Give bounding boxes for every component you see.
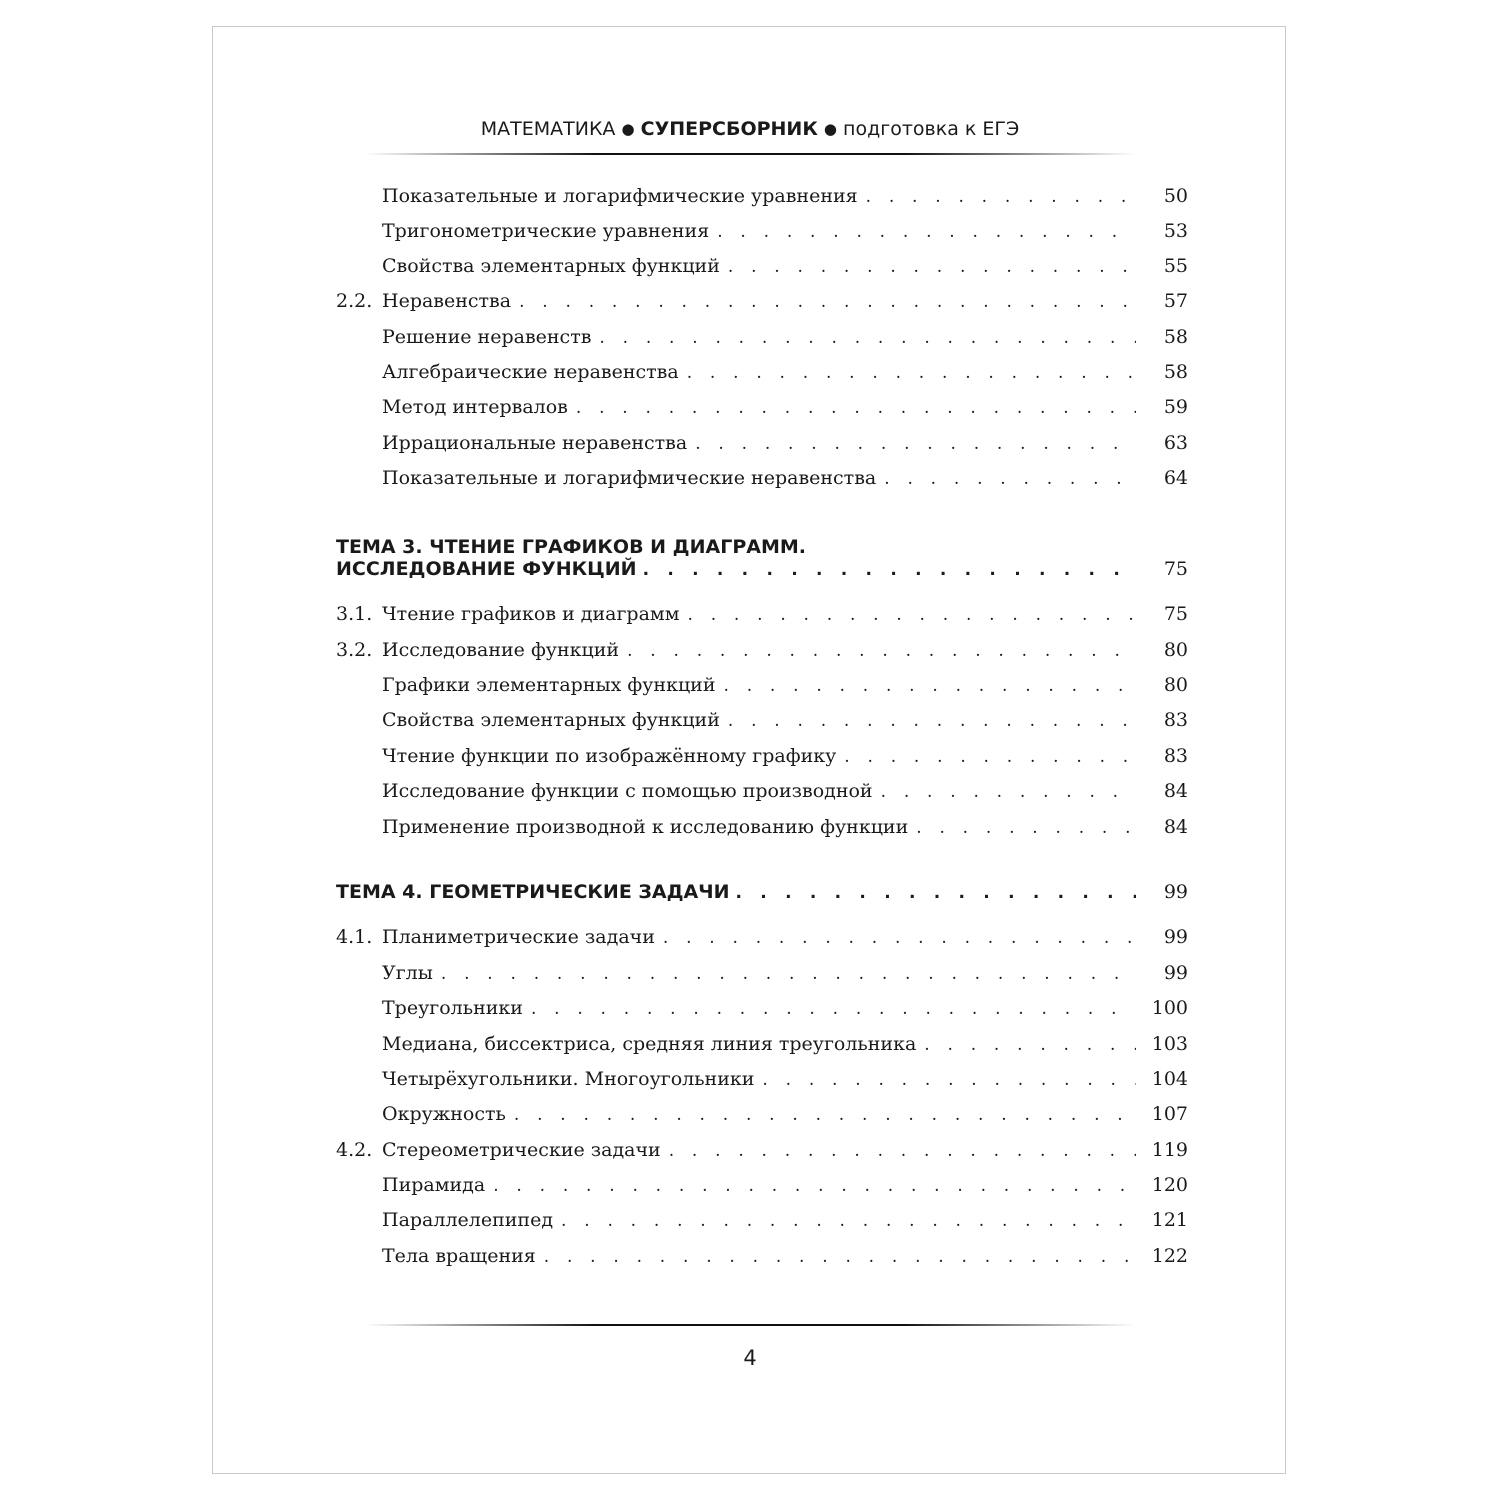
- toc-dot-leader: [724, 676, 1136, 696]
- toc-dot-leader: [687, 605, 1136, 625]
- header-tagline: подготовка к ЕГЭ: [843, 118, 1020, 140]
- toc-entry-title: Стереометрические задачи: [382, 1139, 661, 1161]
- toc-entry-page: 104: [1151, 1068, 1188, 1090]
- topic-3-heading-line1: ТЕМА 3. ЧТЕНИЕ ГРАФИКОВ И ДИАГРАММ.: [336, 536, 806, 558]
- toc-entry-page: 83: [1163, 745, 1188, 767]
- toc-entry-number: 2.2.: [336, 290, 373, 312]
- toc-entry-page: 80: [1163, 639, 1188, 661]
- toc-entry-page: 59: [1163, 396, 1188, 418]
- toc-entry-title: Пирамида: [382, 1174, 486, 1196]
- toc-section-entry[interactable]: [336, 603, 1188, 633]
- toc-dot-leader: [881, 782, 1136, 802]
- header-series: СУПЕРСБОРНИК: [640, 118, 818, 140]
- toc-entry-title: Решение неравенств: [382, 326, 592, 348]
- toc-entry-title: Медиана, биссектриса, средняя линия треугольника: [382, 1033, 917, 1055]
- toc-entry-title: Чтение функции по изображённому графику: [382, 745, 837, 767]
- toc-entry-page: 99: [1163, 881, 1188, 903]
- toc-dot-leader: [695, 434, 1136, 454]
- toc-entry-title: Метод интервалов: [382, 396, 568, 418]
- toc-entry[interactable]: [336, 745, 1188, 775]
- toc-dot-leader: [599, 328, 1136, 348]
- toc-entry-title: Исследование функций: [382, 639, 620, 661]
- toc-entry[interactable]: [336, 432, 1188, 462]
- toc-entry-title: Тела вращения: [382, 1245, 536, 1267]
- toc-entry-title: Окружность: [382, 1103, 506, 1125]
- toc-entry-page: 64: [1163, 467, 1188, 489]
- toc-dot-leader: [669, 1141, 1136, 1161]
- header-separator-1: ●: [621, 120, 635, 138]
- toc-entry[interactable]: [336, 780, 1188, 810]
- header-subject: МАТЕМАТИКА: [480, 118, 616, 140]
- toc-entry[interactable]: [336, 1209, 1188, 1239]
- toc-dot-leader: [866, 187, 1136, 207]
- toc-entry[interactable]: [336, 1103, 1188, 1133]
- toc-dot-leader: [514, 1105, 1136, 1125]
- topic-3-heading-line2: ИССЛЕДОВАНИЕ ФУНКЦИЙ: [336, 558, 637, 580]
- toc-dot-leader: [663, 928, 1136, 948]
- toc-entry-page: 103: [1151, 1033, 1188, 1055]
- toc-entry[interactable]: [336, 1068, 1188, 1098]
- toc-entry[interactable]: [336, 396, 1188, 426]
- toc-entry-number: 4.2.: [336, 1139, 373, 1161]
- toc-entry-title: Неравенства: [382, 290, 512, 312]
- toc-entry-page: 80: [1163, 674, 1188, 696]
- toc-dot-leader: [884, 469, 1136, 489]
- toc-entry-page: 55: [1163, 255, 1188, 277]
- toc-entry[interactable]: [336, 185, 1188, 215]
- toc-dot-leader: [762, 1070, 1136, 1090]
- toc-dot-leader: [627, 641, 1136, 661]
- toc-dot-leader: [544, 1247, 1136, 1267]
- toc-entry[interactable]: [336, 674, 1188, 704]
- toc-dot-leader: [844, 747, 1136, 767]
- header-separator-2: ●: [823, 120, 837, 138]
- toc-entry[interactable]: [336, 220, 1188, 250]
- toc-section-entry[interactable]: [336, 290, 1188, 320]
- toc-entry[interactable]: [336, 361, 1188, 391]
- toc-entry-page: 100: [1151, 997, 1188, 1019]
- toc-entry[interactable]: [336, 962, 1188, 992]
- toc-dot-leader: [916, 818, 1136, 838]
- toc-entry-page: 107: [1151, 1103, 1188, 1125]
- toc-entry-title: Планиметрические задачи: [382, 926, 655, 948]
- toc-dot-leader: [687, 363, 1136, 383]
- toc-dot-leader: [519, 292, 1136, 312]
- toc-entry-page: 122: [1151, 1245, 1188, 1267]
- toc-entry-page: 57: [1163, 290, 1188, 312]
- toc-dot-leader: [561, 1211, 1136, 1231]
- toc-entry[interactable]: [336, 467, 1188, 497]
- toc-entry-number: 4.1.: [336, 926, 373, 948]
- toc-dot-leader: [493, 1176, 1136, 1196]
- toc-topic-entry[interactable]: [336, 558, 1188, 588]
- toc-entry-title: Графики элементарных функций: [382, 674, 716, 696]
- toc-entry-page: 99: [1163, 962, 1188, 984]
- toc-dot-leader: [924, 1035, 1136, 1055]
- toc-dot-leader: [717, 222, 1136, 242]
- toc-entry-page: 58: [1163, 361, 1188, 383]
- toc-entry[interactable]: [336, 326, 1188, 356]
- toc-entry-title: Алгебраические неравенства: [382, 361, 679, 383]
- toc-entry-page: 99: [1163, 926, 1188, 948]
- toc-entry[interactable]: [336, 1033, 1188, 1063]
- toc-entry-page: 58: [1163, 326, 1188, 348]
- toc-entry-page: 63: [1163, 432, 1188, 454]
- toc-entry[interactable]: [336, 816, 1188, 846]
- toc-entry-page: 83: [1163, 709, 1188, 731]
- toc-entry-number: 3.2.: [336, 639, 373, 661]
- toc-section-entry[interactable]: [336, 639, 1188, 669]
- footer-rule: [365, 1324, 1135, 1326]
- toc-entry-page: 53: [1163, 220, 1188, 242]
- toc-section-entry[interactable]: [336, 1139, 1188, 1169]
- toc-entry-title: Чтение графиков и диаграмм: [382, 603, 680, 625]
- page-number: 4: [743, 1346, 757, 1370]
- toc-entry-page: 50: [1163, 185, 1188, 207]
- toc-entry[interactable]: [336, 255, 1188, 285]
- toc-entry-page: 121: [1151, 1209, 1188, 1231]
- toc-entry-number: 3.1.: [336, 603, 373, 625]
- toc-entry-page: 84: [1163, 816, 1188, 838]
- toc-dot-leader: [441, 964, 1136, 984]
- toc-topic-entry[interactable]: [336, 881, 1188, 911]
- toc-entry[interactable]: [336, 709, 1188, 739]
- toc-entry-page: 75: [1163, 558, 1188, 580]
- toc-entry-page: 75: [1163, 603, 1188, 625]
- toc-entry-title: Четырёхугольники. Многоугольники: [382, 1068, 755, 1090]
- toc-dot-leader: [643, 560, 1136, 580]
- toc-entry-title: Показательные и логарифмические неравенства: [382, 467, 877, 489]
- toc-dot-leader: [728, 711, 1136, 731]
- topic-4-heading: ТЕМА 4. ГЕОМЕТРИЧЕСКИЕ ЗАДАЧИ: [336, 881, 730, 903]
- toc-dot-leader: [576, 398, 1136, 418]
- toc-entry-title: Свойства элементарных функций: [382, 709, 720, 731]
- toc-entry-title: Иррациональные неравенства: [382, 432, 688, 454]
- toc-entry-page: 120: [1151, 1174, 1188, 1196]
- toc-entry-title: Применение производной к исследованию функции: [382, 816, 909, 838]
- toc-entry-page: 84: [1163, 780, 1188, 802]
- toc-dot-leader: [531, 999, 1136, 1019]
- toc-entry-page: 119: [1151, 1139, 1188, 1161]
- toc-entry-title: Свойства элементарных функций: [382, 255, 720, 277]
- toc-entry-title: Параллелепипед: [382, 1209, 554, 1231]
- toc-entry[interactable]: [336, 997, 1188, 1027]
- toc-dot-leader: [736, 883, 1136, 903]
- toc-entry-title: Треугольники: [382, 997, 523, 1019]
- toc-entry-title: Показательные и логарифмические уравнения: [382, 185, 858, 207]
- toc-entry[interactable]: [336, 1245, 1188, 1275]
- toc-entry[interactable]: [336, 1174, 1188, 1204]
- toc-entry-title: Углы: [382, 962, 433, 984]
- toc-entry-title: Исследование функции с помощью производной: [382, 780, 873, 802]
- toc-entry-title: Тригонометрические уравнения: [382, 220, 710, 242]
- toc-dot-leader: [728, 257, 1136, 277]
- toc-section-entry[interactable]: [336, 926, 1188, 956]
